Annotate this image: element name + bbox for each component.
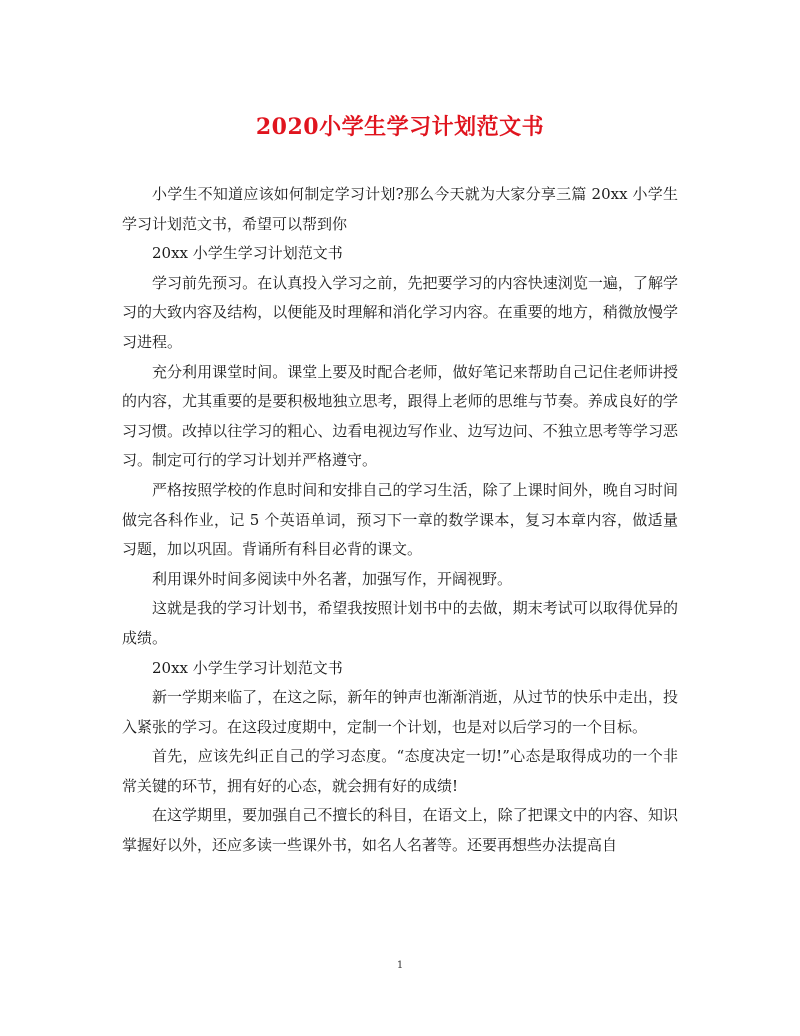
body-paragraph: 严格按照学校的作息时间和安排自己的学习生活，除了上课时间外，晚自习时间做完各科作业，记 5 个英语单词，预习下一章的数学课本，复习本章内容，做适量习题，加以巩固。背诵所有科目必背的课文。 [122, 480, 678, 559]
section-heading: 20xx 小学生学习计划范文书 [152, 658, 343, 677]
body-paragraph: 利用课外时间多阅读中外名著，加强写作，开阔视野。 [152, 569, 513, 588]
body-paragraph: 新一学期来临了，在这之际，新年的钟声也渐渐消逝，从过节的快乐中走出，投入紧张的学习。在这段过度期中，定制一个计划，也是对以后学习的一个目标。 [122, 688, 678, 736]
body-paragraph: 首先，应该先纠正自己的学习态度。“态度决定一切!”心态是取得成功的一个非常关键的环节，拥有好的心态，就会拥有好的成绩! [122, 747, 678, 795]
body-paragraph: 学习前先预习。在认真投入学习之前，先把要学习的内容快速浏览一遍，了解学习的大致内容及结构，以便能及时理解和消化学习内容。在重要的地方，稍微放慢学习进程。 [122, 273, 678, 351]
body-paragraph: 充分利用课堂时间。课堂上要及时配合老师，做好笔记来帮助自己记住老师讲授的内容，尤其重要的是要积极地独立思考，跟得上老师的思维与节奏。养成良好的学习习惯。改掉以往学习的粗心、边看电视边写作业、边写边问、不独立思考等学习恶习。制定可行的学习计划并严格遵守。 [122, 362, 678, 470]
document-body [122, 180, 678, 861]
body-paragraph: 在这学期里，要加强自己不擅长的科目，在语文上，除了把课文中的内容、知识掌握好以外，还应多读一些课外书，如名人名著等。还要再想些办法提高自 [122, 806, 678, 855]
body-paragraph: 这就是我的学习计划书，希望我按照计划书中的去做，期末考试可以取得优异的成绩。 [122, 599, 678, 647]
page-number: 1 [396, 960, 404, 971]
document-title: 2020小学生学习计划范文书 [255, 114, 545, 140]
intro-paragraph: 小学生不知道应该如何制定学习计划?那么今天就为大家分享三篇 20xx 小学生学习计划范文书，希望可以帮到你 [122, 185, 678, 233]
section-heading: 20xx 小学生学习计划范文书 [152, 244, 343, 263]
